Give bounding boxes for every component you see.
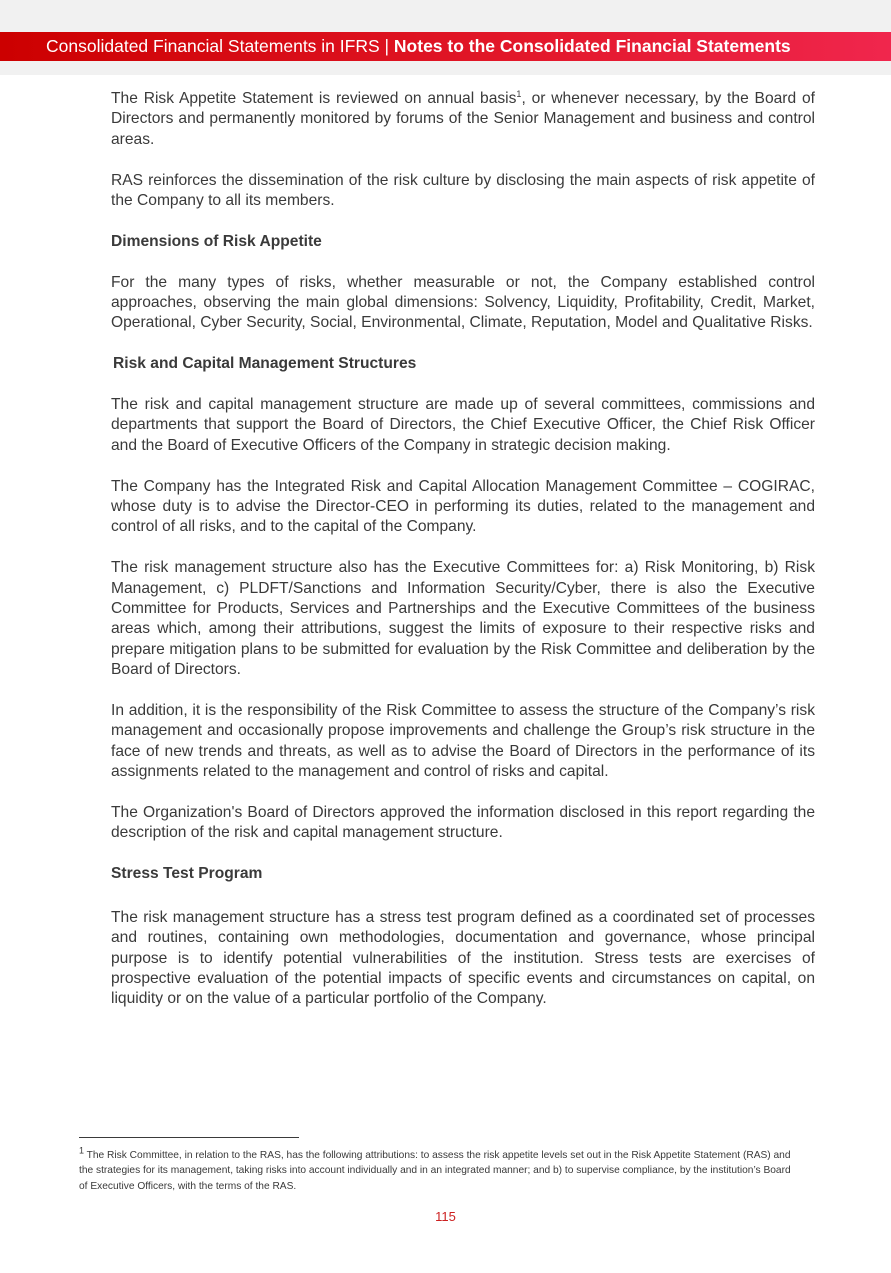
paragraph-text: , or whenever necessary, by the Board of Directors and permanently monitored by forums of the Senior Management and business and control areas. bbox=[111, 90, 815, 148]
footnote-reference: 1 bbox=[516, 88, 522, 99]
paragraph-board-approval: The Organization's Board of Directors approved the information disclosed in this report regarding the description of the risk and capital management structure. bbox=[111, 804, 815, 842]
paragraph-ras-culture: RAS reinforces the dissemination of the risk culture by disclosing the main aspects of risk appetite of the Company to all its members. bbox=[111, 171, 815, 210]
paragraph-dimensions: For the many types of risks, whether measurable or not, the Company established control approaches, observing the main global dimensions: Solvency, Liquidity, Profitability, Credit, Market, Operational, Cyber Security, Social, Environmental, Climate, Reputation, Model and Qualitative Risks. bbox=[111, 273, 815, 332]
paragraph-cogirac: The Company has the Integrated Risk and Capital Allocation Management Committee – COGIRAC, whose duty is to advise the Director-CEO in performing its duties, related to the management and control of all risks, and to the capital of the Company. bbox=[111, 477, 815, 536]
footnote-divider bbox=[79, 1137, 299, 1138]
header-sub-strip bbox=[0, 61, 891, 75]
paragraph-text: The Risk Appetite Statement is reviewed on annual basis bbox=[111, 90, 517, 107]
header-title-section: Consolidated Financial Statements in IFRS | bbox=[46, 36, 394, 56]
heading-stress-test: Stress Test Program bbox=[111, 865, 263, 883]
paragraph-structure-overview: The risk and capital management structure are made up of several committees, commissions and departments that support the Board of Directors, the Chief Executive Officer, the Chief Risk Officer and the Board of Executive Officers of the Company in strategic decision making. bbox=[111, 396, 815, 454]
top-strip bbox=[0, 0, 891, 32]
footnote-marker: 1 bbox=[79, 1145, 85, 1156]
header-title bbox=[46, 32, 791, 61]
heading-dimensions: Dimensions of Risk Appetite bbox=[111, 232, 322, 250]
header-title-chapter: Notes to the Consolidated Financial Statements bbox=[393, 36, 791, 56]
paragraph-stress-test: The risk management structure has a stress test program defined as a coordinated set of processes and routines, containing own methodologies, documentation and governance, whose principal purpose is to identify potential vulnerabilities of the institution. Stress tests are exercises of prospective evaluation of the potential impacts of specific events and circumstances on capital, on liquidity or on the value of a particular portfolio of the Company. bbox=[111, 908, 815, 1008]
main-content bbox=[111, 89, 815, 1030]
paragraph-executive-committees: The risk management structure also has the Executive Committees for: a) Risk Monitoring, b) Risk Management, c) PLDFT/Sanctions and Information Security/Cyber, there is also the Executive Committee for Products, Services and Partnerships and the Executive Committees of the business areas which, among their attributions, suggest the limits of exposure to their respective risks and prepare mitigation plans to be submitted for evaluation by the Risk Committee and deliberation by the Board of Directors. bbox=[111, 559, 815, 679]
footnote-text: The Risk Committee, in relation to the RAS, has the following attributions: to assess the risk appetite levels set out in the Risk Appetite Statement (RAS) and the strategies for its management, taking risks into account individually and in an integrated manner; and b) to supervise compliance, by the institution’s Board of Executive Officers, with the terms of the RAS. bbox=[79, 1150, 791, 1192]
heading-structures: Risk and Capital Management Structures bbox=[113, 355, 417, 373]
footnote bbox=[79, 1145, 801, 1194]
paragraph-risk-appetite-review bbox=[111, 89, 815, 150]
paragraph-risk-committee: In addition, it is the responsibility of the Risk Committee to assess the structure of the Company’s risk management and occasionally propose improvements and challenge the Group’s risk structure in the face of new trends and threats, as well as to advise the Board of Directors in the performance of its assignments related to the management and control of risks and capital. bbox=[111, 702, 815, 781]
header-banner bbox=[0, 32, 891, 61]
page-number: 115 bbox=[435, 1209, 456, 1224]
